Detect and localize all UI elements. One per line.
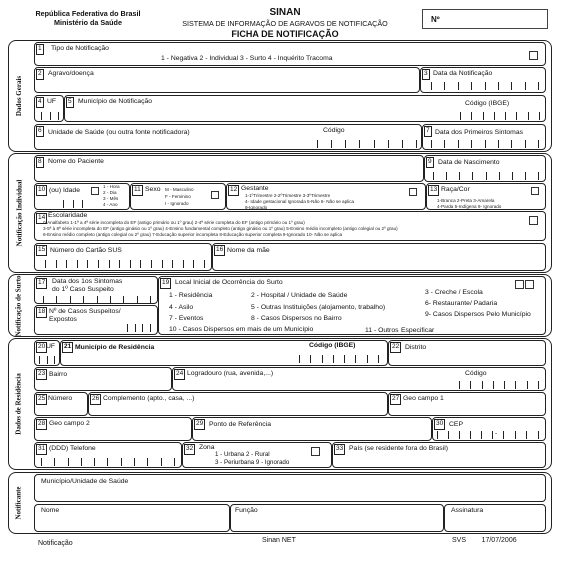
field-20-uf[interactable]: 20 UF bbox=[34, 340, 60, 366]
footer-left: Notificação bbox=[38, 540, 73, 547]
field-2-disease[interactable]: 2 Agravo/doença bbox=[34, 67, 420, 93]
field-14-education[interactable]: 14 Escolaridade 0-Analfabeto 1-1ª a 4ª série incompleta do EF (antigo primário ou 1º grau) 2-4ª série completa do EF (antigo primário ou 1º grau) 3-5ª à 8ª série incompleta do EF (antigo ginásio ou 1º grau) 4-Ensino fundamental completo (antigo ginásio ou 1º grau) 5-Ensino médio incompleto (antigo colegial ou 2º grau) 6-Ensino médio completo (antigo colegial ou 2º grau) 7-Educação superior incompleta 8-Educação superior completa 9-Ignorado 10- Não se aplica bbox=[34, 211, 546, 241]
notifier-signature[interactable]: Assinatura bbox=[444, 504, 546, 532]
field-25-number[interactable]: 25 Número bbox=[34, 392, 88, 416]
country-name: República Federativa do Brasil bbox=[35, 9, 141, 18]
field-30-zip[interactable]: 30 CEP - bbox=[432, 417, 546, 441]
field-24-street[interactable]: 24 Logradouro (rua, avenida,...) Código bbox=[172, 367, 546, 391]
section-notifier-label: Notificante bbox=[15, 486, 24, 520]
field-1-checkbox[interactable] bbox=[529, 51, 538, 60]
field-1-notification-type[interactable]: 1 Tipo de Notificação 1 - Negativa 2 - Individual 3 - Surto 4 - Inquérito Tracoma bbox=[34, 42, 546, 66]
field-6-health-unit[interactable]: 6 Unidade de Saúde (ou outra fonte notificadora) Código bbox=[34, 124, 422, 150]
field-26-complement[interactable]: 26 Complemento (apto., casa, ...) bbox=[88, 392, 388, 416]
field-23-neighborhood[interactable]: 23 Bairro bbox=[34, 367, 172, 391]
header-center bbox=[160, 8, 410, 39]
field-10-age[interactable]: 10 (ou) Idade 1 - Hora 2 - Dia 3 - Mês 4 - Ano bbox=[34, 183, 130, 210]
field-33-country[interactable]: 33 País (se residente fora do Brasil) bbox=[332, 442, 546, 468]
header-left bbox=[28, 10, 148, 28]
field-22-district[interactable]: 22 Distrito bbox=[388, 340, 546, 366]
notifier-unit[interactable]: Município/Unidade de Saúde bbox=[34, 474, 546, 502]
field-18-suspect-cases[interactable]: 18 Nº de Casos Suspeitos/ Expostos bbox=[34, 305, 158, 335]
form-title: FICHA DE NOTIFICAÇÃO bbox=[231, 29, 339, 40]
field-28-geo-field-2[interactable]: 28 Geo campo 2 bbox=[34, 417, 192, 441]
field-12-pregnant[interactable]: 12 Gestante 1-1ºTrimestre 2-2ºTrimestre 3-3ºTrimestre 4- Idade gestacional Ignorada 5-Não 6- Não se aplica 9-Ignorado bbox=[226, 183, 426, 210]
footer-center: Sinan NET bbox=[262, 537, 296, 544]
section-individual-label: Notificação Individual bbox=[15, 179, 24, 247]
system-name: SINAN bbox=[269, 7, 301, 18]
field-5-notification-city[interactable]: 5 Município de Notificação Código (IBGE) bbox=[64, 95, 546, 122]
footer-right: SVS 17/07/2006 bbox=[452, 537, 517, 544]
notifier-role[interactable]: Função bbox=[230, 504, 444, 532]
field-19-outbreak-location[interactable]: 19 Local Inicial de Ocorrência do Surto 1 - Residência 2 - Hospital / Unidade de Saúde 3 - Creche / Escola 4 - Asilo 5 - Outras Instituições (alojamento, trabalho) 6- Restaurante/ Padaria 7 - Eventos 8 - Casos Dispersos no Bairro 9- Casos Dispersos Pelo Município 10 - Casos Dispersos em mais de um Município 11 - Outros Especificar bbox=[158, 276, 546, 335]
section-residence-label: Dados de Residência bbox=[15, 373, 24, 435]
ministry-name: Ministério da Saúde bbox=[54, 18, 122, 28]
field-3-notification-date[interactable]: 3 Data da Notificação bbox=[420, 67, 546, 93]
field-8-patient-name[interactable]: 8 Nome do Paciente bbox=[34, 155, 424, 182]
section-outbreak-label: Notificação de Surto bbox=[15, 274, 24, 337]
field-13-race[interactable]: 13 Raça/Cor 1-Branca 2-Preta 3-Amarela 4-Parda 5-Indígena 9- Ignorado bbox=[426, 183, 546, 210]
field-27-geo-field-1[interactable]: 27 Geo campo 1 bbox=[388, 392, 546, 416]
field-15-sus-card[interactable]: 15 Número do Cartão SUS bbox=[34, 243, 212, 271]
field-17-first-case-date[interactable]: 17 Data dos 1os Sintomas do 1º Caso Suspeito bbox=[34, 276, 158, 304]
field-31-phone[interactable]: 31 (DDD) Telefone bbox=[34, 442, 182, 468]
field-7-first-symptoms-date[interactable]: 7 Data dos Primeiros Sintomas bbox=[422, 124, 546, 150]
section-general-label: Dados Gerais bbox=[15, 75, 23, 117]
notification-number-box[interactable] bbox=[422, 9, 548, 29]
number-label: Nº bbox=[431, 15, 440, 24]
field-21-residence-city[interactable]: 21 Município de Residência Código (IBGE) bbox=[60, 340, 388, 366]
field-4-uf[interactable]: 4 UF bbox=[34, 95, 64, 122]
notifier-name[interactable]: Nome bbox=[34, 504, 230, 532]
field-29-reference-point[interactable]: 29 Ponto de Referência bbox=[192, 417, 432, 441]
field-11-sex[interactable]: 11 Sexo M - Masculino F - Feminino I - Ignorado bbox=[130, 183, 226, 210]
system-full-name: SISTEMA DE INFORMAÇÃO DE AGRAVOS DE NOTIFICAÇÃO bbox=[182, 19, 388, 28]
field-9-birth-date[interactable]: 9 Data de Nascimento bbox=[424, 155, 546, 182]
field-16-mother-name[interactable]: 16 Nome da mãe bbox=[212, 243, 546, 271]
field-32-zone[interactable]: 32 Zona 1 - Urbana 2 - Rural 3 - Periurbana 9 - Ignorado bbox=[182, 442, 332, 468]
